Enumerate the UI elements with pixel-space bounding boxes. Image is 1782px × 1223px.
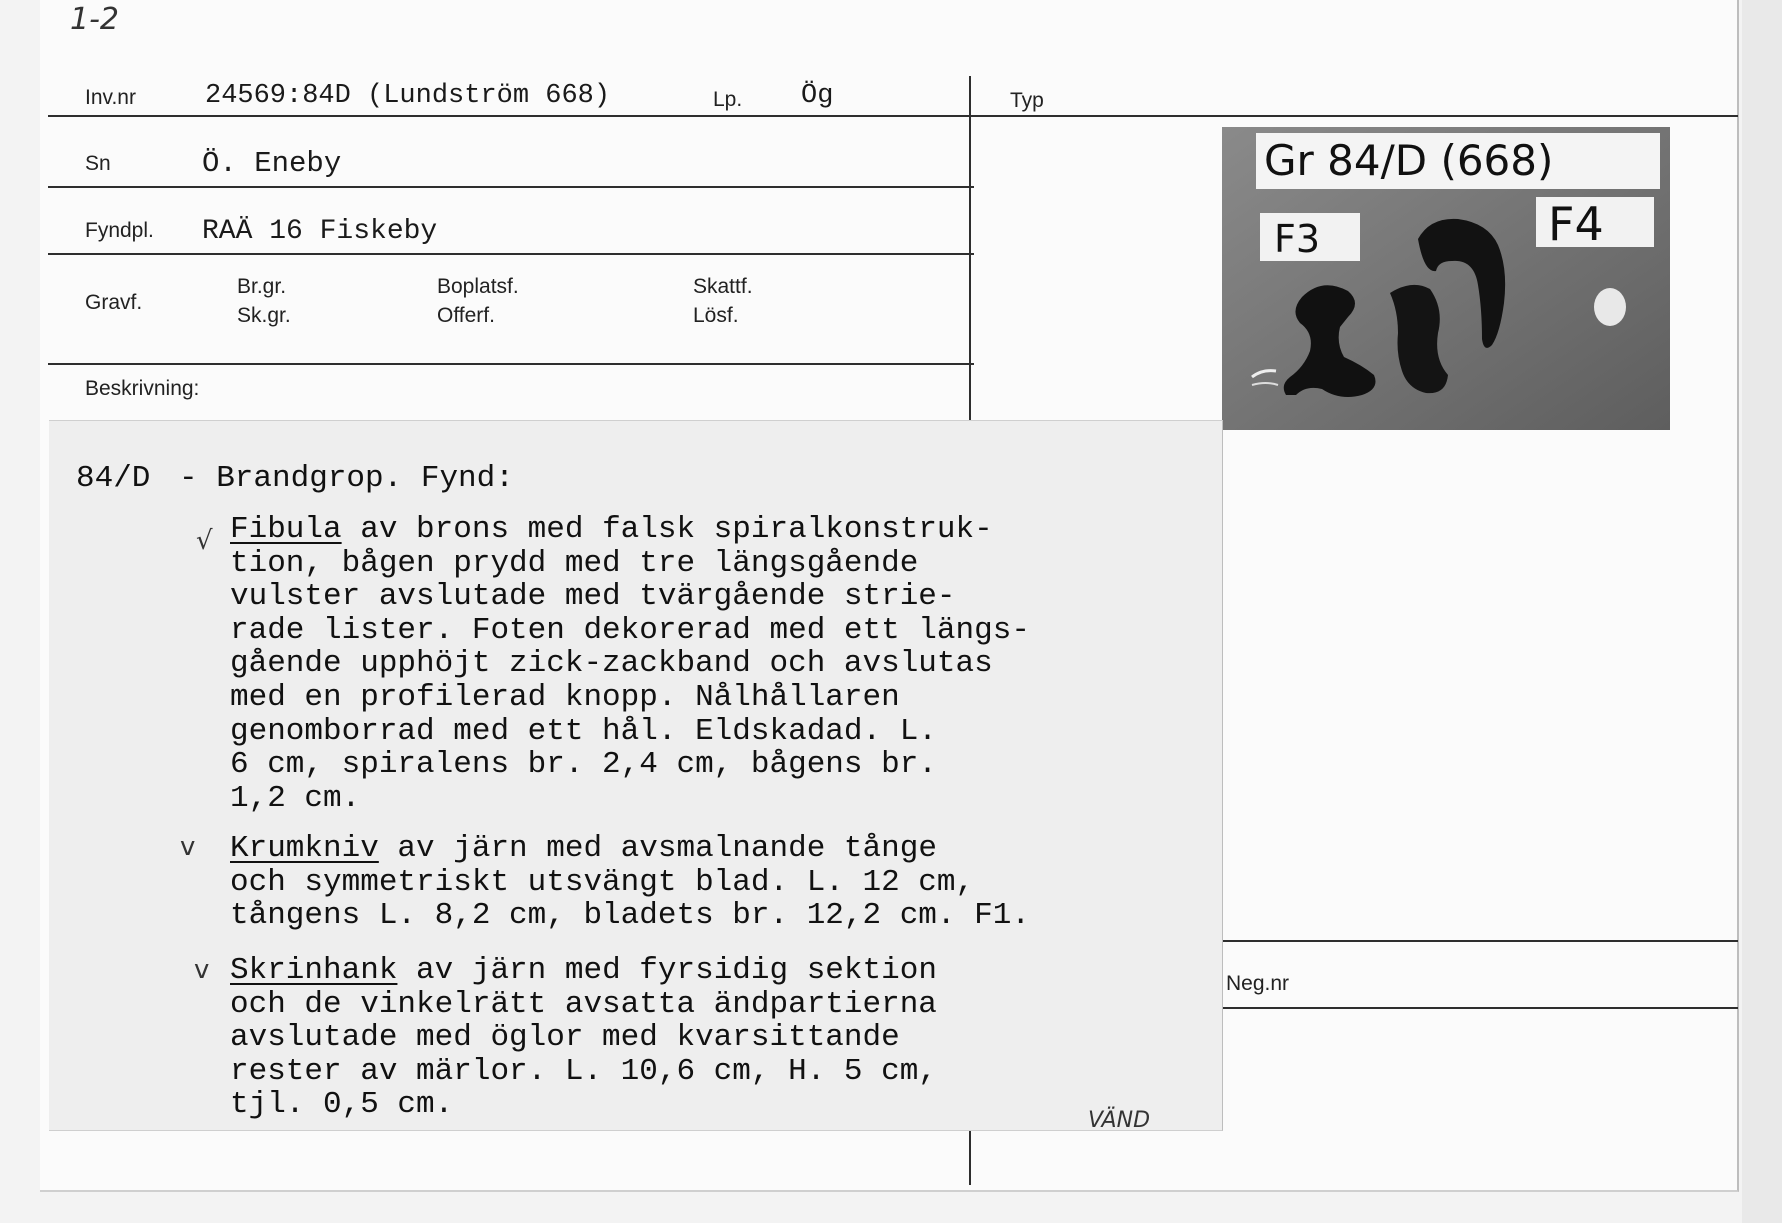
losf-label: Lösf. <box>693 304 739 327</box>
checkmark-krumkniv: v <box>180 832 196 862</box>
rule-sn <box>48 186 974 188</box>
photo-label-f4: F4 <box>1548 197 1604 251</box>
fyndpl-label: Fyndpl. <box>85 219 154 242</box>
invnr-value: 24569:84D (Lundström 668) <box>205 81 611 111</box>
skattf-label: Skattf. <box>693 275 753 298</box>
checkmark-fibula: √ <box>196 526 213 556</box>
rule-fyndpl <box>48 253 974 255</box>
item-krumkniv-name: Krumkniv <box>230 831 379 866</box>
beskrivning-label: Beskrivning: <box>85 377 200 400</box>
item-krumkniv-line-1: av järn med avsmalnande tånge <box>378 831 937 866</box>
gravf-label: Gravf. <box>85 291 143 314</box>
checkmark-skrinhank: v <box>194 955 210 985</box>
item-skrinhank-line-1: av järn med fyrsidig sektion <box>397 953 937 988</box>
vand-note: VÄND <box>1088 1108 1151 1133</box>
item-skrinhank-name: Skrinhank <box>230 953 398 988</box>
photo-label-top: Gr 84/D (668) <box>1264 136 1554 185</box>
item-skrinhank-line-3: avslutade med öglor med kvarsittande <box>230 1020 900 1056</box>
item-fibula-line-4: rade lister. Foten dekorerad med ett längs- <box>230 612 1030 648</box>
background-edge <box>1742 0 1782 1223</box>
item-krumkniv-line-2: och symmetriskt utsvängt blad. L. 12 cm, <box>230 864 975 900</box>
item-skrinhank-line-5: tjl. 0,5 cm. <box>230 1087 454 1123</box>
item-krumkniv <box>230 832 1030 933</box>
finds-photo-image <box>1222 127 1670 430</box>
description-heading-text: - Brandgrop. Fynd: <box>179 461 514 496</box>
item-fibula-line-8: 6 cm, spiralens br. 2,4 cm, bågens br. <box>230 747 937 783</box>
item-skrinhank-line-2: och de vinkelrätt avsatta ändpartierna <box>230 986 937 1022</box>
item-skrinhank-line-4: rester av märlor. L. 10,6 cm, H. 5 cm, <box>230 1053 937 1089</box>
finds-photograph <box>1222 127 1670 430</box>
item-krumkniv-line-3: tångens L. 8,2 cm, bladets br. 12,2 cm. F1. <box>230 898 1030 934</box>
item-fibula-line-1: av brons med falsk spiralkonstruk- <box>341 512 993 547</box>
rule-invnr <box>48 115 1738 117</box>
item-fibula <box>230 513 1030 815</box>
item-fibula-line-3: vulster avslutade med tvärgående strie- <box>230 579 956 615</box>
item-fibula-line-6: med en profilerad knopp. Nålhållaren <box>230 679 900 715</box>
invnr-label: Inv.nr <box>85 86 136 109</box>
description-heading-num: 84/D <box>76 461 151 496</box>
lp-value: Ög <box>801 81 834 111</box>
typ-label: Typ <box>1010 89 1044 112</box>
negnr-label: Neg.nr <box>1226 972 1290 995</box>
lp-label: Lp. <box>713 88 743 111</box>
corner-note: 1-2 <box>70 2 119 37</box>
item-fibula-line-7: genomborrad med ett hål. Eldskadad. L. <box>230 713 937 749</box>
rule-gravf <box>48 363 974 365</box>
sn-label: Sn <box>85 152 111 175</box>
item-fibula-line-9: 1,2 cm. <box>230 780 361 816</box>
rule-negnr-bottom <box>1221 1007 1738 1009</box>
item-fibula-line-5: gående upphöjt zick-zackband och avslutas <box>230 646 993 682</box>
skgr-label: Sk.gr. <box>237 304 291 327</box>
rule-negnr-top <box>1221 940 1738 942</box>
item-fibula-line-2: tion, bågen prydd med tre längsgående <box>230 545 919 581</box>
fyndpl-value: RAÄ 16 Fiskeby <box>202 216 438 247</box>
brgr-label: Br.gr. <box>237 275 287 298</box>
item-skrinhank <box>230 954 937 1122</box>
photo-label-f3: F3 <box>1274 217 1321 261</box>
item-fibula-name: Fibula <box>230 512 342 547</box>
offerf-label: Offerf. <box>437 304 495 327</box>
boplatsf-label: Boplatsf. <box>437 275 519 298</box>
sn-value: Ö. Eneby <box>202 147 342 180</box>
